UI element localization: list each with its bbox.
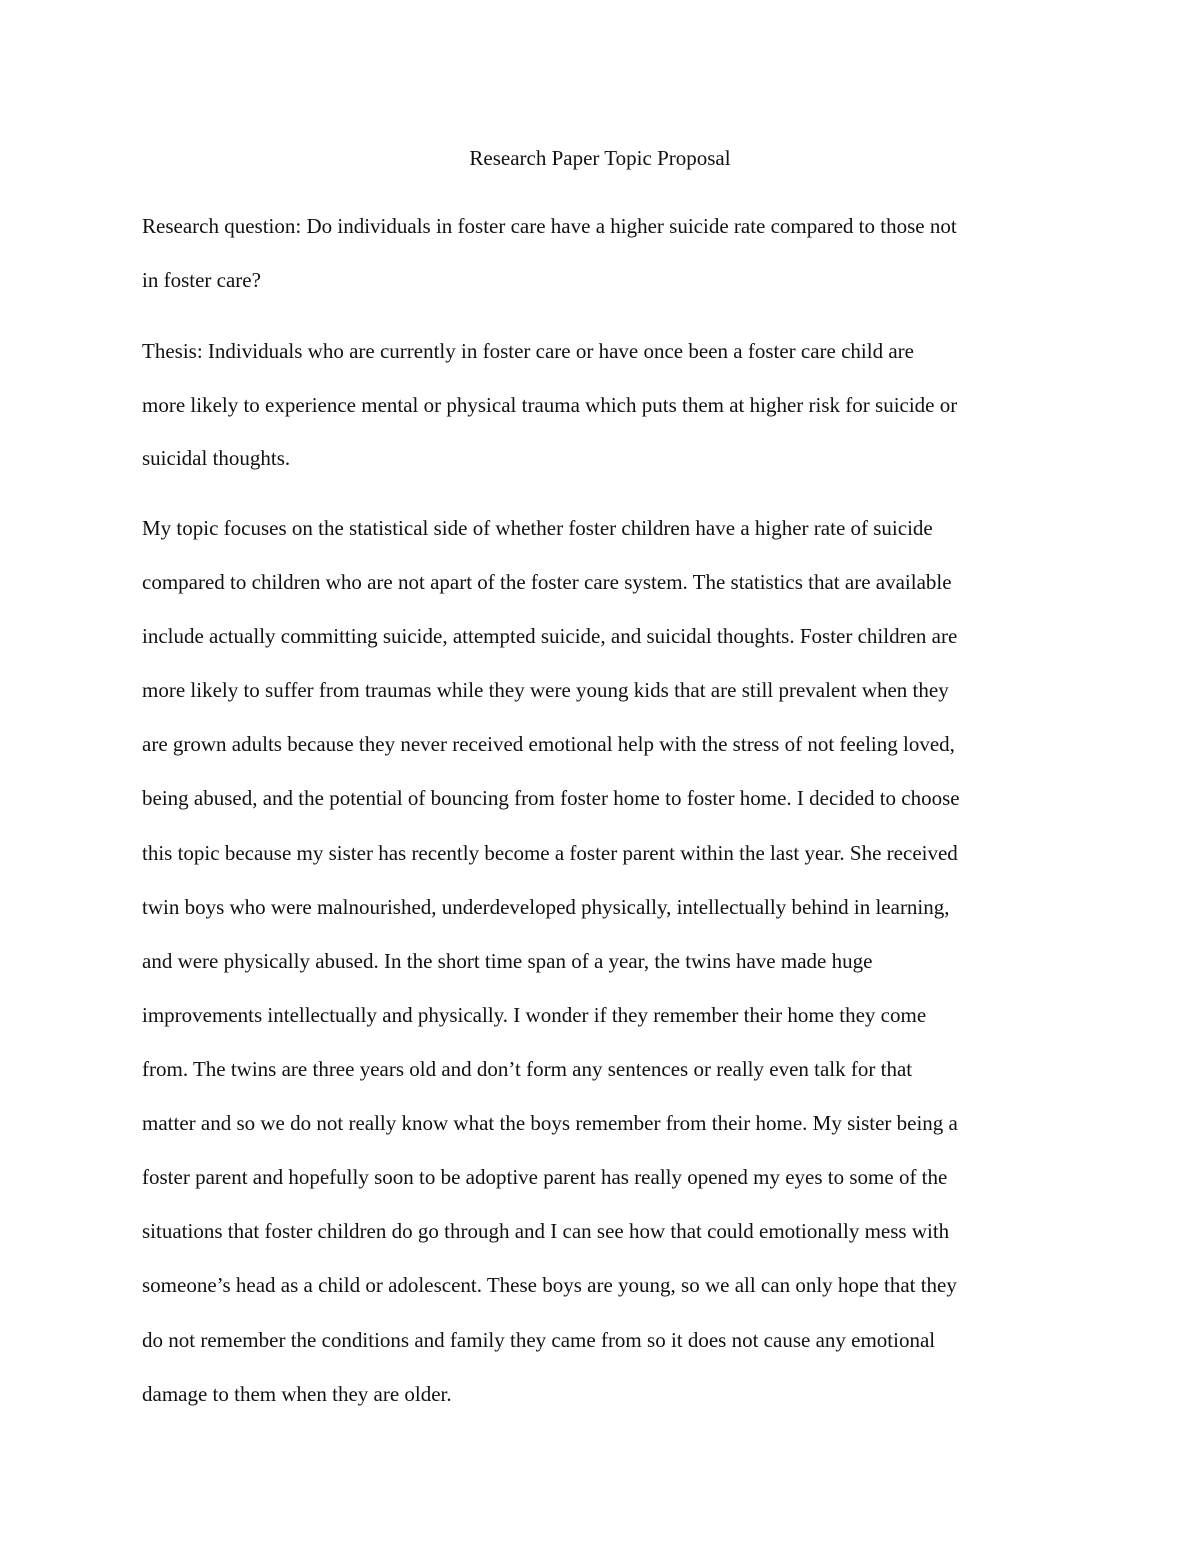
body-line: matter and so we do not really know what the boys remember from their home. My sister being a xyxy=(142,1111,958,1135)
body-line: are grown adults because they never received emotional help with the stress of not feeling loved, xyxy=(142,732,955,756)
document-title: Research Paper Topic Proposal xyxy=(469,146,731,170)
research-question-line: in foster care? xyxy=(142,268,261,292)
body-line: this topic because my sister has recently become a foster parent within the last year. She received xyxy=(142,841,958,865)
body-line: include actually committing suicide, attempted suicide, and suicidal thoughts. Foster children are xyxy=(142,624,958,648)
research-question-line: Research question: Do individuals in foster care have a higher suicide rate compared to those not xyxy=(142,214,957,238)
body-line: improvements intellectually and physically. I wonder if they remember their home they come xyxy=(142,1003,927,1027)
body-line: twin boys who were malnourished, underdeveloped physically, intellectually behind in learning, xyxy=(142,895,950,919)
body-line: My topic focuses on the statistical side of whether foster children have a higher rate of suicide xyxy=(142,516,933,540)
thesis-line: more likely to experience mental or physical trauma which puts them at higher risk for suicide or xyxy=(142,393,958,417)
thesis-line: suicidal thoughts. xyxy=(142,446,291,470)
body-line: foster parent and hopefully soon to be adoptive parent has really opened my eyes to some of the xyxy=(142,1165,948,1189)
body-line: more likely to suffer from traumas while they were young kids that are still prevalent when they xyxy=(142,678,949,702)
body-line: situations that foster children do go through and I can see how that could emotionally mess with xyxy=(142,1219,950,1243)
body-line: someone’s head as a child or adolescent. These boys are young, so we all can only hope that they xyxy=(142,1273,957,1297)
body-line: from. The twins are three years old and don’t form any sentences or really even talk for that xyxy=(142,1057,913,1081)
body-line: compared to children who are not apart of the foster care system. The statistics that are available xyxy=(142,570,952,594)
body-line: being abused, and the potential of bouncing from foster home to foster home. I decided to choose xyxy=(142,786,960,810)
body-line: damage to them when they are older. xyxy=(142,1382,452,1406)
thesis-line: Thesis: Individuals who are currently in foster care or have once been a foster care child are xyxy=(142,339,914,363)
body-line: and were physically abused. In the short time span of a year, the twins have made huge xyxy=(142,949,873,973)
body-line: do not remember the conditions and family they came from so it does not cause any emotional xyxy=(142,1328,936,1352)
